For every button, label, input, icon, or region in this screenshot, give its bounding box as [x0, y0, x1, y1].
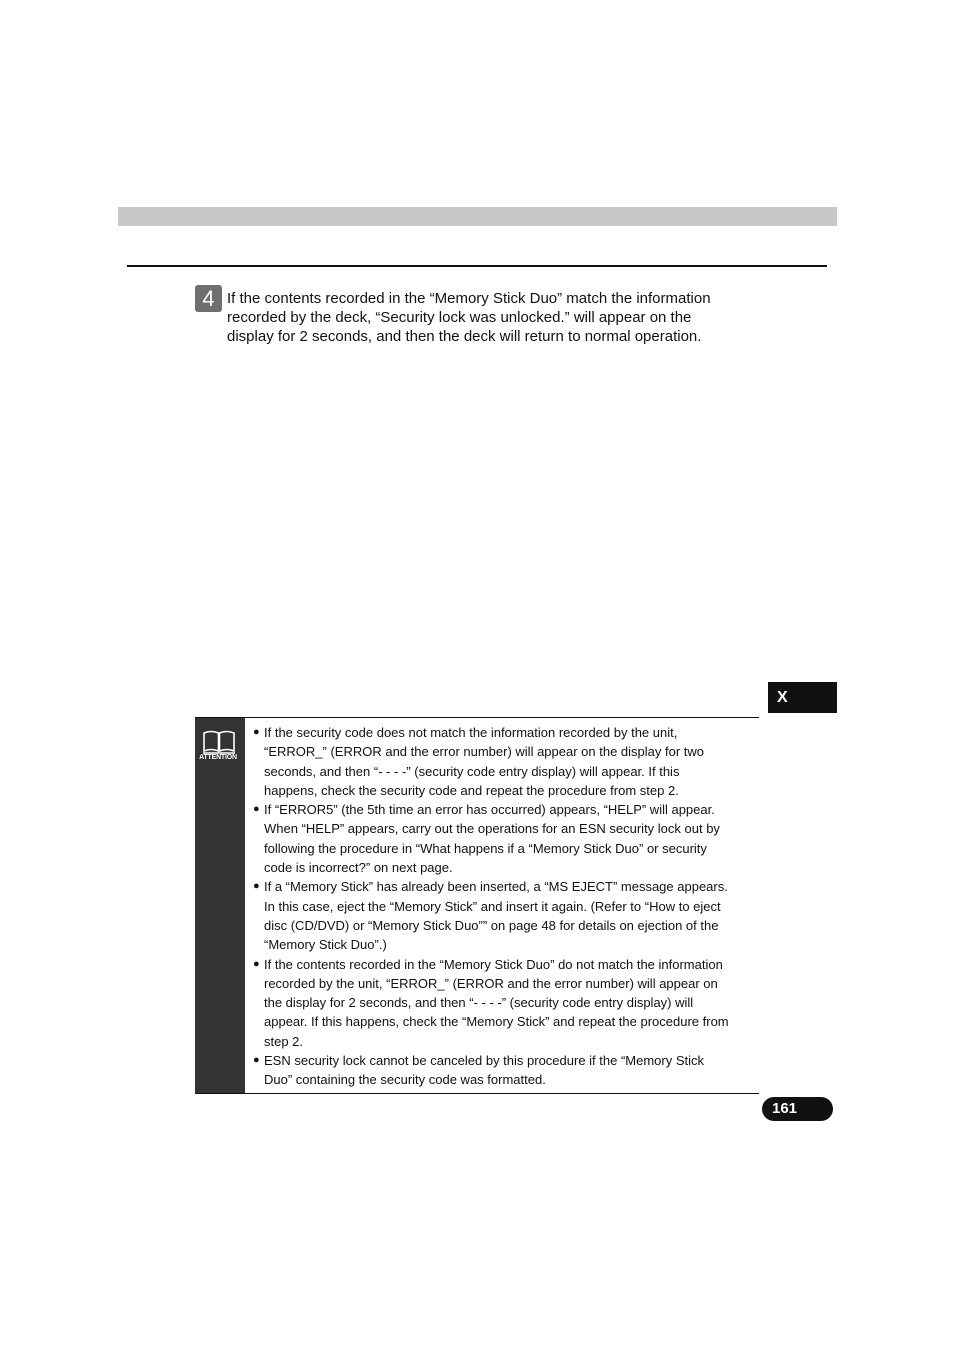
attention-note-line: the display for 2 seconds, and then “- - - -” (security code entry display) will — [264, 995, 694, 1011]
open-book-icon — [202, 729, 236, 755]
bullet-icon: ● — [253, 957, 260, 970]
attention-note-line: “ERROR_” (ERROR and the error number) will appear on the display for two — [264, 744, 705, 760]
attention-note — [253, 723, 753, 800]
section-rule — [127, 265, 827, 267]
header-band — [118, 207, 837, 226]
attention-note-line: If the security code does not match the information recorded by the unit, — [264, 725, 678, 740]
attention-note-line: seconds, and then “- - - -” (security code entry display) will appear. If this — [264, 763, 680, 779]
attention-note-line: recorded by the unit, “ERROR_” (ERROR and the error number) will appear on — [264, 975, 718, 991]
step-text-line: recorded by the deck, “Security lock was unlocked.” will appear on the — [227, 309, 692, 326]
bullet-icon: ● — [253, 726, 260, 738]
attention-box — [195, 717, 759, 1094]
step-text — [227, 289, 757, 346]
step-text-line: display for 2 seconds, and then the deck will return to normal operation. — [227, 328, 702, 345]
attention-note-line: When “HELP” appears, carry out the operations for an ESN security lock out by — [264, 821, 720, 837]
step-text-line: If the contents recorded in the “Memory Stick Duo” match the information — [227, 290, 711, 307]
bullet-icon: ● — [253, 1054, 260, 1067]
attention-note-line: If a “Memory Stick” has already been inserted, a “MS EJECT” message appears. — [264, 879, 728, 895]
attention-note-line: If “ERROR5” (the 5th time an error has occurred) appears, “HELP” will appear. — [264, 802, 715, 818]
step-number-badge: 4 — [195, 285, 222, 312]
attention-note — [253, 1051, 753, 1090]
attention-note — [253, 877, 753, 954]
attention-note-line: happens, check the security code and repeat the procedure from step 2. — [264, 782, 679, 798]
attention-note-line: disc (CD/DVD) or “Memory Stick Duo”” on page 48 for details on ejection of the — [264, 917, 719, 933]
attention-note-line: “Memory Stick Duo”.) — [264, 937, 387, 953]
attention-note — [253, 955, 753, 1051]
attention-label: ATTENTION — [199, 754, 237, 761]
attention-note-line: Duo” containing the security code was formatted. — [264, 1072, 546, 1088]
attention-sidebar — [195, 718, 245, 1093]
chapter-tab: X — [768, 682, 837, 713]
attention-note-line: In this case, eject the “Memory Stick” and insert it again. (Refer to “How to eject — [264, 898, 721, 914]
attention-note-line: following the procedure in “What happens if a “Memory Stick Duo” or security — [264, 840, 707, 856]
bullet-icon: ● — [253, 880, 260, 893]
page-number: 161 — [762, 1097, 833, 1121]
attention-note-line: ESN security lock cannot be canceled by this procedure if the “Memory Stick — [264, 1053, 705, 1069]
attention-note-line: code is incorrect?” on next page. — [264, 860, 453, 876]
bullet-icon: ● — [253, 803, 260, 816]
attention-note-line: step 2. — [264, 1033, 304, 1049]
attention-note-line: If the contents recorded in the “Memory Stick Duo” do not match the information — [264, 956, 723, 972]
attention-notes — [253, 723, 753, 1090]
attention-note — [253, 800, 753, 877]
attention-note-line: appear. If this happens, check the “Memory Stick” and repeat the procedure from — [264, 1014, 729, 1030]
